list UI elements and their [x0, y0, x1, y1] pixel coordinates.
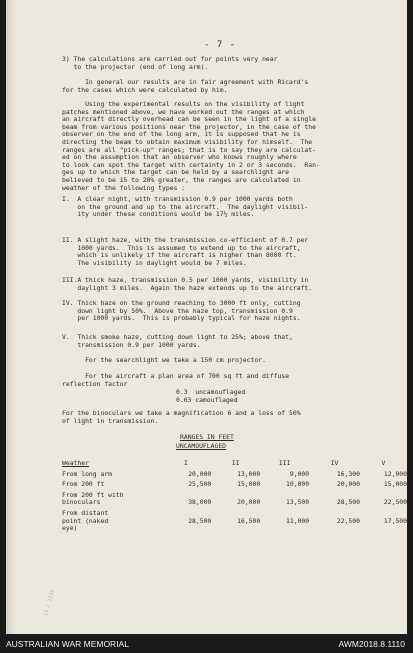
- header-iv: IV: [330, 459, 339, 467]
- table-cell: 12,000: [383, 469, 407, 478]
- ranges-table: [62, 460, 407, 536]
- table-cell: 25,500: [188, 480, 212, 489]
- table-cell: 17,500: [383, 516, 407, 525]
- table-cell: 15,000: [383, 480, 407, 489]
- table-subtitle: UNCAMOUFLAGED: [176, 442, 227, 450]
- table-row: [62, 492, 407, 510]
- table-header-row: [62, 460, 407, 471]
- table-cell: 20,000: [188, 469, 212, 478]
- table-cell: 16,500: [237, 516, 261, 525]
- weather-condition-v: V. Thick smoke haze, cutting down light to 25%; above that, transmission 0.9 per 1000 yards.: [62, 333, 293, 349]
- weather-condition-iii: III.A thick haze, transmission 0.5 per 1000 yards, visibility in daylight 3 miles. Again the haze extends up to the aircraft.: [62, 276, 313, 292]
- table-cell: 10,000: [286, 480, 310, 489]
- table-cell: 22,500: [336, 516, 360, 525]
- header-iii: III: [278, 459, 291, 467]
- archive-footer: [0, 634, 413, 653]
- table-cell: 20,000: [237, 498, 261, 507]
- table-cell: 28,500: [336, 498, 360, 507]
- document-page: [6, 0, 407, 634]
- row-label: From long arm: [62, 469, 113, 478]
- header-weather: Weather: [62, 459, 89, 467]
- header-v: V: [381, 459, 386, 467]
- row-label: From 200 ft with binoculars: [62, 490, 124, 507]
- table-cell: 22,500: [383, 498, 407, 507]
- aircraft-text: For the aircraft a plan area of 700 sq ft and diffuse reflection factor: [62, 372, 290, 388]
- ranges-paragraph: Using the experimental results on the visibility of light patches mentioned above, we have worked out the ranges at which an aircraft directly overhead can be seen in the light of a single beam from various positions near the projector, in the case of the observer on the end of the long arm, it is supposed that he is directing the beam to obtain maximum visibility for himself. The ranges are all "pick-up" ranges; that is to say they are calculat- ed on the assumption that an observer who knows roughly where to look can spot the target with certainty in 2 or 3 seconds. Ran- ges up to which the target can be held by a searchlight are believed to be 15 to 20% greater, the ranges are calculated in weather of the following types :: [62, 100, 320, 192]
- table-title: RANGES IN FEET: [180, 433, 234, 441]
- table-cell: 38,000: [188, 498, 212, 507]
- item-3-text: 3) The calculations are carried out for points very near to the projector (end of long arm).: [62, 55, 278, 71]
- weather-condition-ii: II. A slight haze, with the transmission co-efficient of 0.7 per 1000 yards. This is assumed to extend up to the aircraft, which is unlikely if the aircraft is higher than 8000 ft. The visibility in daylight would be 7 miles.: [62, 236, 309, 267]
- binoculars-text: For the binoculars we take a magnification 6 and a loss of 50% of light in transmission.: [62, 409, 301, 425]
- archive-stamp: 13 / 1215: [43, 589, 56, 617]
- header-i: I: [183, 459, 188, 467]
- header-ii: II: [231, 459, 240, 467]
- weather-condition-i: I. A clear night, with transmission 0.9 per 1000 yards both on the ground and up to the aircraft. The daylight visibil- ity under these conditions would be 17½ miles.: [62, 195, 309, 219]
- table-cell: 20,000: [336, 480, 360, 489]
- table-cell: 11,000: [286, 516, 310, 525]
- table-cell: 28,500: [188, 516, 212, 525]
- searchlight-text: For the searchlight we take a 150 cm projector.: [62, 356, 266, 364]
- agreement-paragraph: In general our results are in fair agreement with Ricard's for the cases which were calculated by him.: [62, 78, 309, 94]
- table-cell: 13,500: [286, 498, 310, 507]
- footer-accession-number: AWM2018.8.1110: [338, 639, 405, 649]
- table-cell: 15,000: [237, 480, 261, 489]
- table-cell: 16,300: [336, 469, 360, 478]
- row-label: From 200 ft: [62, 480, 105, 489]
- reflection-factor-values: 0.3 uncamouflaged 0.03 camouflaged: [176, 388, 246, 404]
- footer-institution: AUSTRALIAN WAR MEMORIAL: [6, 639, 129, 649]
- weather-condition-iv: IV. Thick haze on the ground reaching to 3000 ft only, cutting down light by 50%. Above the haze top, transmission 0.9 per 1000 yards. This is probably typical for haze nights.: [62, 299, 301, 323]
- row-label: From distant point (naked eye): [62, 508, 109, 533]
- table-cell: 9,000: [289, 469, 310, 478]
- page-number: - 7 -: [204, 40, 237, 50]
- table-cell: 13,000: [237, 469, 261, 478]
- table-row: [62, 510, 407, 536]
